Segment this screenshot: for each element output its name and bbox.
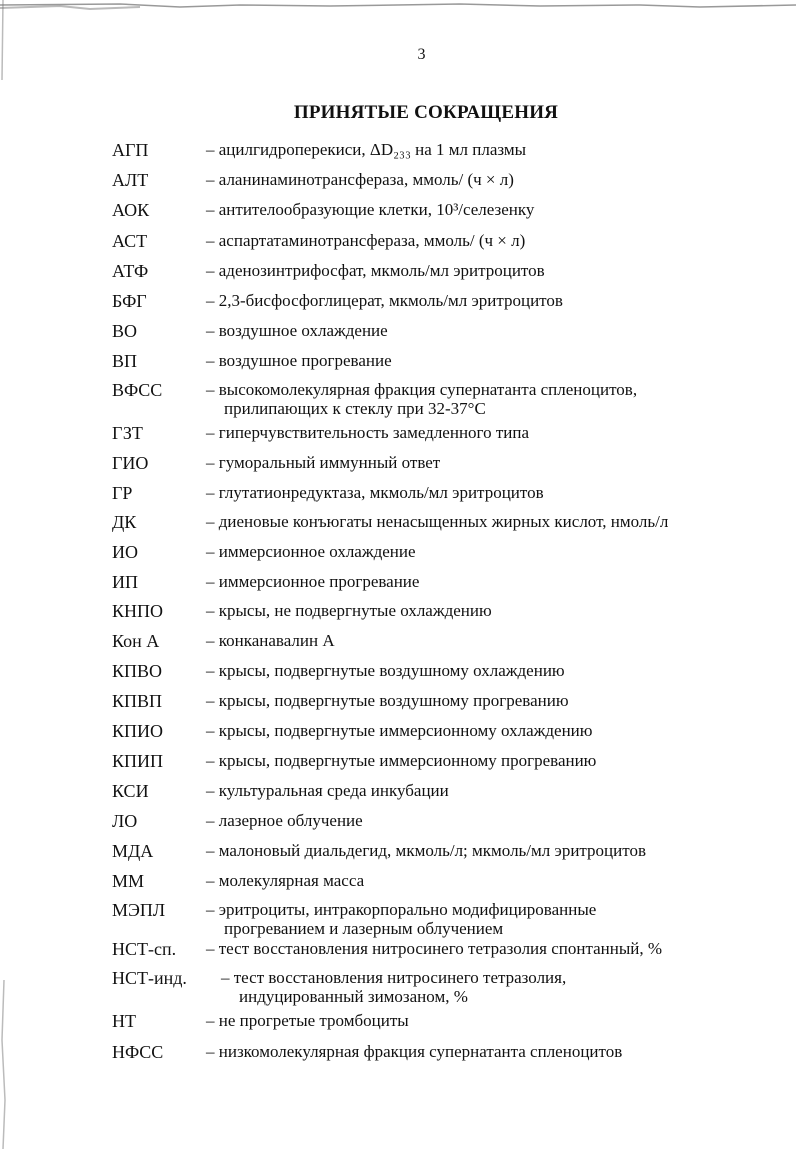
definition-line: – крысы, подвергнутые иммерсионному охлаждению (206, 721, 593, 740)
entry-definition (206, 900, 596, 938)
page-title: ПРИНЯТЫЕ СОКРАЩЕНИЯ (293, 102, 559, 123)
entry-definition (206, 231, 525, 250)
entry-definition (206, 351, 392, 370)
entry-abbr: КПВП (112, 691, 163, 711)
entry-abbr: ИО (112, 542, 138, 562)
entry-definition (206, 781, 449, 800)
entry-abbr: ИП (112, 572, 138, 592)
entry-abbr: ВФСС (112, 380, 163, 400)
entry-abbr: НФСС (112, 1042, 164, 1062)
definition-line: – иммерсионное охлаждение (206, 542, 416, 561)
definition-line: – лазерное облучение (206, 811, 363, 830)
definition-line: – аспартатаминотрансфераза, ммоль/ (ч × л) (206, 231, 526, 250)
entry-abbr: ЛО (112, 811, 138, 831)
entry-definition (206, 261, 545, 280)
definition-line: – тест восстановления нитросинего тетразолия, (221, 968, 567, 987)
definition-line: – крысы, подвергнутые иммерсионному прогреванию (206, 751, 597, 770)
entry-definition (206, 661, 565, 680)
entry-abbr: Кон А (112, 631, 160, 651)
definition-line: – гиперчувствительность замедленного типа (206, 423, 530, 442)
definition-line: – иммерсионное прогревание (206, 572, 420, 591)
entry-abbr: КНПО (112, 601, 164, 621)
definition-line: – молекулярная масса (206, 871, 365, 890)
definition-line: – малоновый диальдегид, мкмоль/л; мкмоль/мл эритроцитов (206, 841, 646, 860)
entry-definition (206, 1011, 409, 1030)
definition-line: – гуморальный иммунный ответ (206, 453, 441, 472)
scan-noise-left (0, 0, 10, 1149)
entry-abbr: КПИП (112, 751, 164, 771)
definition-line: – 2,3-бисфосфоглицерат, мкмоль/мл эритроцитов (206, 291, 563, 310)
entry-definition (206, 380, 637, 418)
entry-abbr: ГИО (112, 453, 149, 473)
entry-definition (206, 601, 492, 620)
definition-line: – антителообразующие клетки, 10³/селезенку (206, 200, 535, 219)
entry-definition (206, 572, 419, 591)
definition-line-continued: прилипающих к стеклу при 32-37°С (224, 399, 486, 418)
entry-abbr: КСИ (112, 781, 149, 801)
entry-abbr: КПИО (112, 721, 164, 741)
entry-definition (206, 721, 592, 740)
definition-line: – культуральная среда инкубации (206, 781, 449, 800)
definition-line: – воздушное охлаждение (206, 321, 388, 340)
entry-abbr: ММ (112, 871, 145, 891)
entry-definition (206, 939, 662, 958)
definition-line: – воздушное прогревание (206, 351, 392, 370)
entry-definition (206, 170, 514, 189)
definition-line-continued: прогреванием и лазерным облучением (224, 919, 504, 938)
entry-definition (221, 968, 566, 1006)
entry-abbr: МЭПЛ (112, 900, 166, 920)
definition-line: – аденозинтрифосфат, мкмоль/мл эритроцитов (206, 261, 545, 280)
definition-line: – высокомолекулярная фракция супернатанта спленоцитов, (206, 380, 638, 399)
entry-definition (206, 691, 569, 710)
definition-line-continued: индуцированный зимозаном, % (239, 987, 468, 1006)
definition-line: – диеновые конъюгаты ненасыщенных жирных кислот, нмоль/л (206, 512, 669, 531)
entry-definition (206, 811, 363, 830)
entry-abbr: ГЗТ (112, 423, 143, 443)
page-number: 3 (417, 46, 426, 63)
definition-line: – глутатионредуктаза, мкмоль/мл эритроцитов (206, 483, 544, 502)
entry-definition (206, 871, 364, 890)
definition-line: – аланинаминотрансфераза, ммоль/ (ч × л) (206, 170, 514, 189)
definition-line: – конканавалин А (206, 631, 335, 650)
definition-line: – крысы, подвергнутые воздушному прогреванию (206, 691, 569, 710)
definition-line: – ацилгидроперекиси, ΔD₂₃₃ на 1 мл плазмы (206, 140, 527, 159)
entry-abbr: МДА (112, 841, 154, 861)
entry-definition (206, 751, 596, 770)
entry-definition (206, 321, 388, 340)
definition-line: – крысы, не подвергнутые охлаждению (206, 601, 492, 620)
entry-abbr: АГП (112, 140, 149, 160)
entry-definition (206, 200, 534, 219)
entry-abbr: БФГ (112, 291, 147, 311)
entry-definition (206, 841, 646, 860)
entry-definition (206, 423, 529, 442)
entry-definition (206, 140, 526, 159)
scan-noise-top (0, 0, 796, 10)
entry-definition (206, 631, 335, 650)
entry-abbr: НТ (112, 1011, 136, 1031)
entry-definition (206, 512, 668, 531)
entry-abbr: АОК (112, 200, 150, 220)
entry-abbr: АТФ (112, 261, 149, 281)
entry-abbr: ВО (112, 321, 138, 341)
entry-abbr: ГР (112, 483, 133, 503)
definition-line: – низкомолекулярная фракция супернатанта спленоцитов (206, 1042, 623, 1061)
definition-line: – крысы, подвергнутые воздушному охлаждению (206, 661, 565, 680)
entry-definition (206, 1042, 622, 1061)
definition-line: – эритроциты, интракорпорально модифицированные (206, 900, 597, 919)
entry-abbr: АСТ (112, 231, 148, 251)
entry-abbr: ВП (112, 351, 138, 371)
entry-abbr: ДК (112, 512, 137, 532)
definition-line: – не прогретые тромбоциты (206, 1011, 409, 1030)
entry-abbr: КПВО (112, 661, 163, 681)
entry-abbr: НСТ-инд. (112, 968, 187, 988)
entry-definition (206, 291, 563, 310)
entry-definition (206, 453, 440, 472)
entry-definition (206, 542, 416, 561)
entry-abbr: АЛТ (112, 170, 149, 190)
entry-definition (206, 483, 544, 502)
definition-line: – тест восстановления нитросинего тетразолия спонтанный, % (206, 939, 663, 958)
entry-abbr: НСТ-сп. (112, 939, 177, 959)
